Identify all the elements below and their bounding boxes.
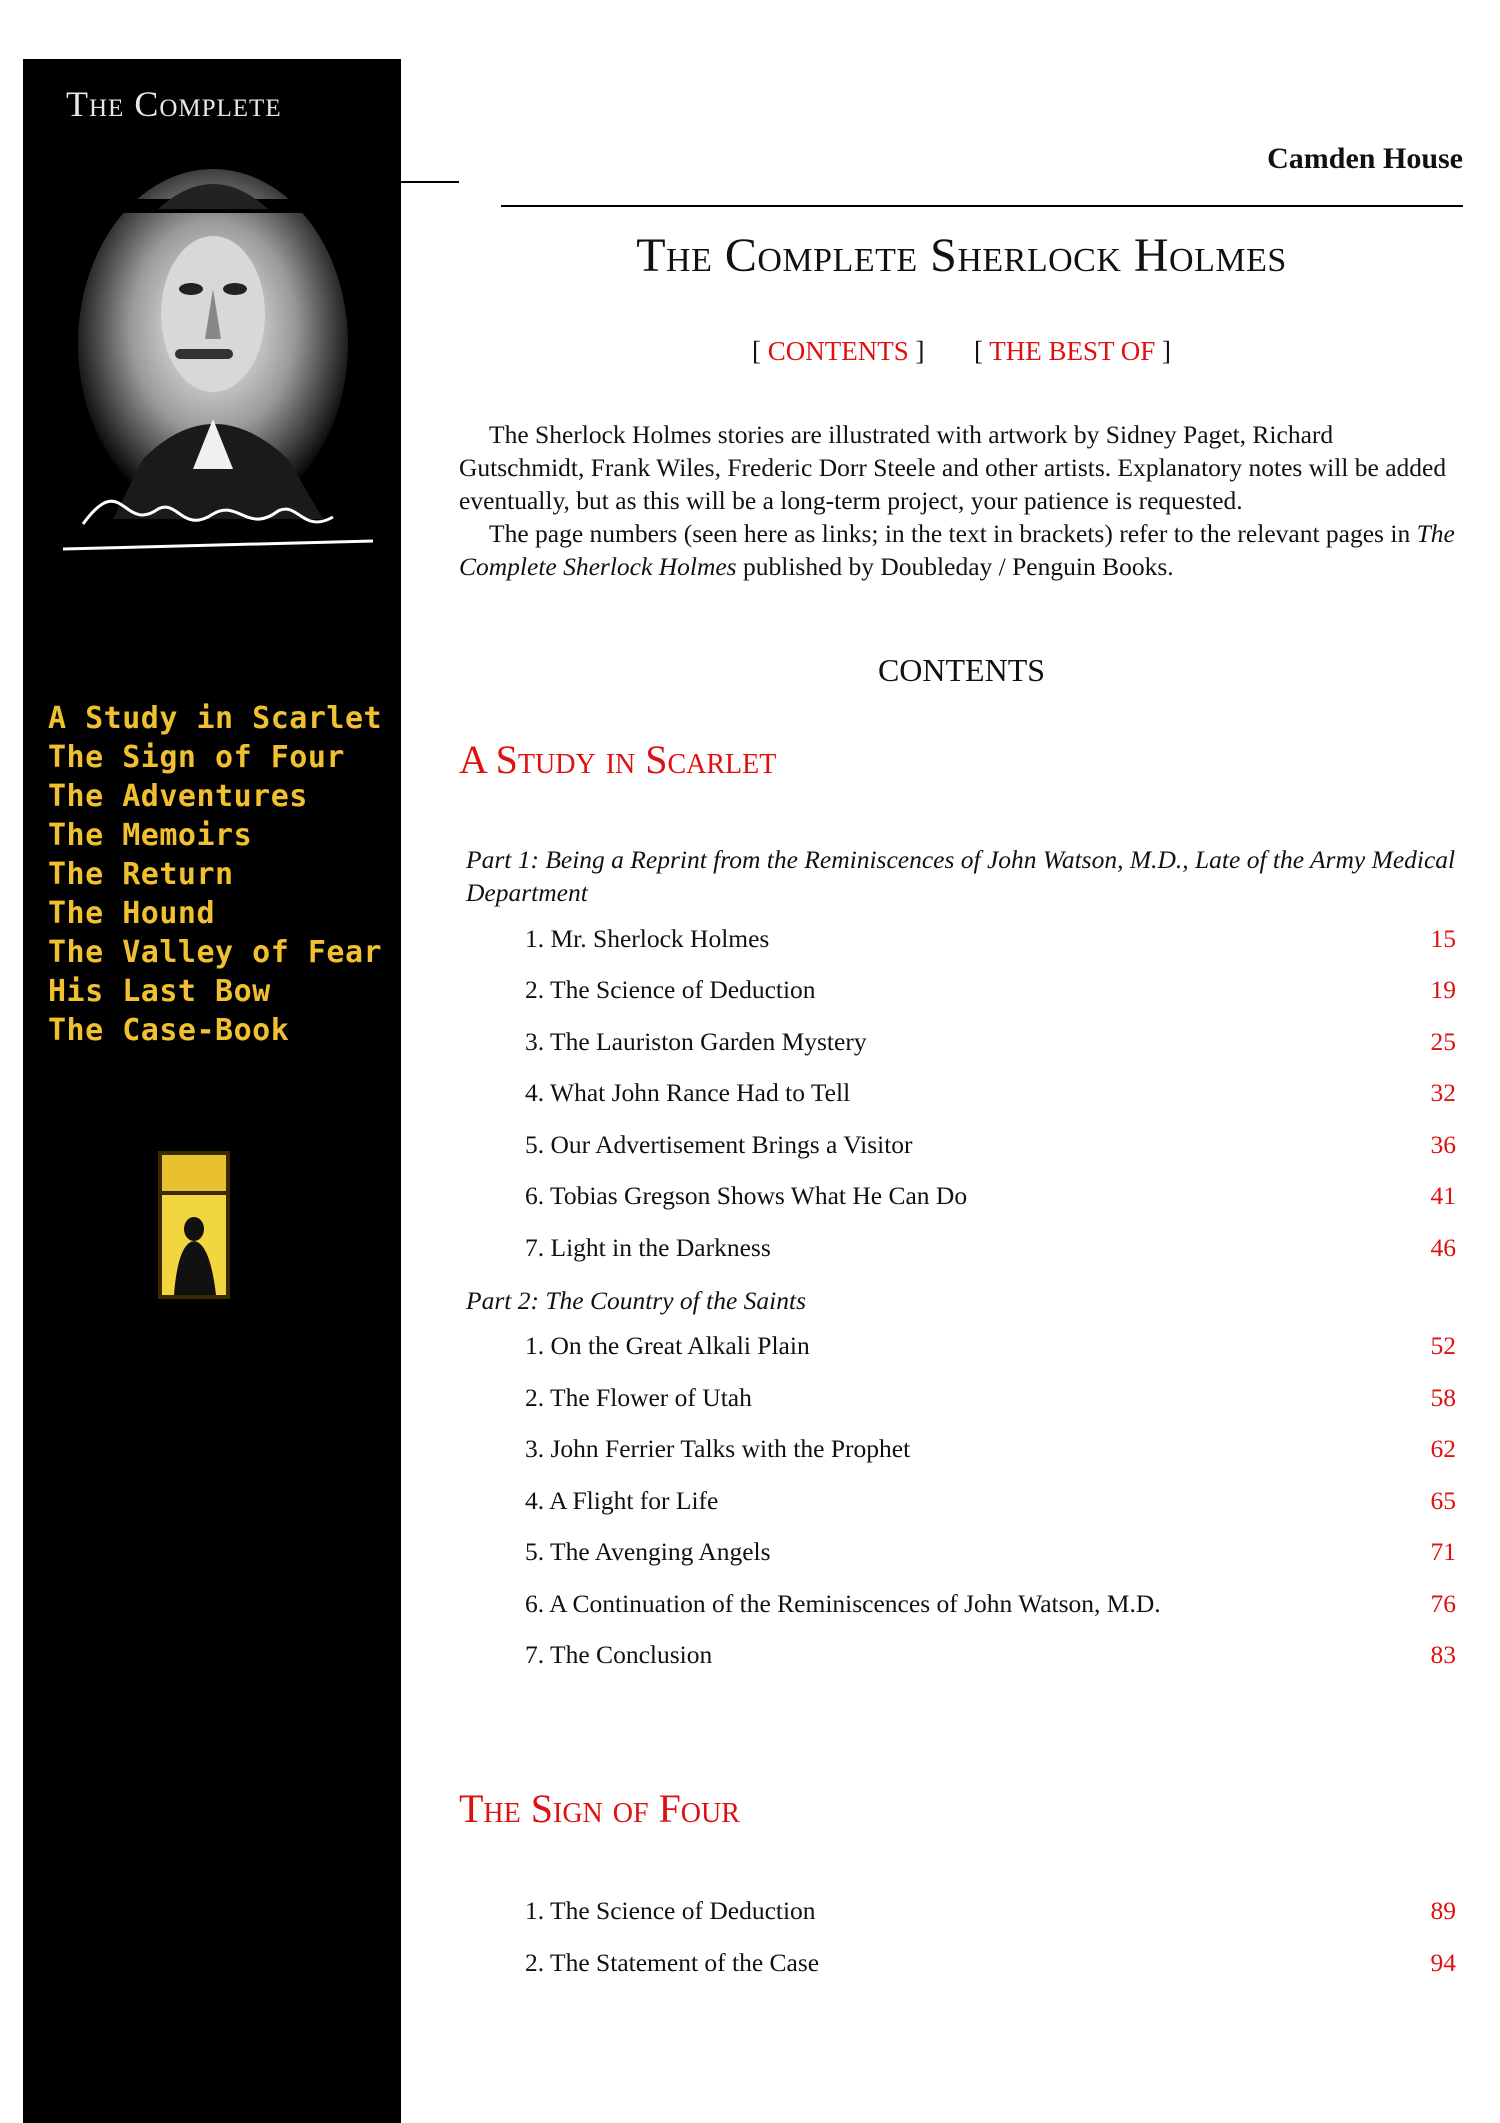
toc-row	[525, 1119, 1456, 1170]
sidebar	[23, 59, 401, 2123]
toc-row	[525, 1423, 1456, 1474]
page-link[interactable]: 52	[1430, 1331, 1456, 1360]
page-link[interactable]: 76	[1430, 1589, 1456, 1618]
intro-paragraph-2: The page numbers (seen here as links; in the text in brackets) refer to the relevant pages in The Complete Sherlock Holmes published by Doubleday / Penguin Books.	[459, 519, 1455, 581]
header-rule	[501, 205, 1463, 207]
chapter-title: 1. Mr. Sherlock Holmes	[525, 924, 770, 953]
part-label: Part 2: The Country of the Saints	[466, 1286, 806, 1315]
contents-link[interactable]: CONTENTS	[767, 336, 909, 366]
toc-row	[525, 1170, 1456, 1221]
lit-window-silhouette-image	[158, 1151, 230, 1299]
chapter-title: 6. Tobias Gregson Shows What He Can Do	[525, 1181, 968, 1210]
chapter-title: 7. Light in the Darkness	[525, 1233, 771, 1262]
sidebar-title: The Complete	[66, 84, 282, 124]
chapter-title: 2. The Flower of Utah	[525, 1383, 752, 1412]
page-link[interactable]: 19	[1430, 975, 1456, 1004]
page-link[interactable]: 62	[1430, 1434, 1456, 1463]
book-nav	[48, 699, 382, 1050]
toc-row	[525, 1629, 1456, 1680]
page-link[interactable]: 41	[1430, 1181, 1456, 1210]
part-label: Part 1: Being a Reprint from the Reminiscences of John Watson, M.D., Late of the Army Medical Department	[466, 845, 1456, 907]
page-link[interactable]: 71	[1430, 1537, 1456, 1566]
page-link[interactable]: 15	[1430, 924, 1456, 953]
chapter-title: 1. The Science of Deduction	[525, 1896, 816, 1925]
chapter-title: 3. The Lauriston Garden Mystery	[525, 1027, 867, 1056]
nav-the-return[interactable]: The Return	[48, 857, 234, 892]
chapter-title: 2. The Statement of the Case	[525, 1948, 820, 1977]
chapter-title: 2. The Science of Deduction	[525, 975, 816, 1004]
intro-paragraph-1: The Sherlock Holmes stories are illustrated with artwork by Sidney Paget, Richard Gutschmidt, Frank Wiles, Frederic Dorr Steele and other artists. Explanatory notes will be added eventually, but as this will be a long-term project, your patience is requested.	[459, 420, 1447, 515]
page-link[interactable]: 36	[1430, 1130, 1456, 1159]
page-link[interactable]: 32	[1430, 1078, 1456, 1107]
nav-the-adventures[interactable]: The Adventures	[48, 779, 308, 814]
holmes-portrait-image	[63, 139, 383, 559]
toc-row	[525, 1320, 1456, 1371]
book-heading-a-study-in-scarlet: A Study in Scarlet	[459, 737, 777, 782]
toc-row	[525, 1937, 1456, 1988]
toc-row	[525, 1526, 1456, 1577]
nav-his-last-bow[interactable]: His Last Bow	[48, 974, 271, 1009]
top-links: [ CONTENTS ] [ THE BEST OF ]	[751, 336, 1172, 366]
chapter-title: 6. A Continuation of the Reminiscences of John Watson, M.D.	[525, 1589, 1161, 1618]
toc-row	[525, 1016, 1456, 1067]
chapter-title: 5. Our Advertisement Brings a Visitor	[525, 1130, 913, 1159]
nav-the-hound[interactable]: The Hound	[48, 896, 216, 931]
page-link[interactable]: 94	[1430, 1948, 1456, 1977]
best-of-link[interactable]: THE BEST OF	[989, 336, 1156, 366]
page-link[interactable]: 46	[1430, 1233, 1456, 1262]
page-link[interactable]: 65	[1430, 1486, 1456, 1515]
toc-row	[525, 964, 1456, 1015]
toc-row	[525, 1222, 1456, 1273]
nav-the-sign-of-four[interactable]: The Sign of Four	[48, 740, 345, 775]
chapter-title: 3. John Ferrier Talks with the Prophet	[525, 1434, 911, 1463]
nav-the-case-book[interactable]: The Case-Book	[48, 1013, 290, 1048]
nav-the-memoirs[interactable]: The Memoirs	[48, 818, 253, 853]
toc-row	[525, 1372, 1456, 1423]
page-link[interactable]: 83	[1430, 1640, 1456, 1669]
toc-row	[525, 1067, 1456, 1118]
chapter-title: 4. A Flight for Life	[525, 1486, 719, 1515]
chapter-title: 4. What John Rance Had to Tell	[525, 1078, 851, 1107]
chapter-title: 5. The Avenging Angels	[525, 1537, 771, 1566]
page-link[interactable]: 89	[1430, 1896, 1456, 1925]
chapter-title: 1. On the Great Alkali Plain	[525, 1331, 810, 1360]
page-link[interactable]: 25	[1430, 1027, 1456, 1056]
book-heading-the-sign-of-four: The Sign of Four	[459, 1786, 740, 1831]
page-link[interactable]: 58	[1430, 1383, 1456, 1412]
publisher-name: Camden House	[1267, 142, 1463, 175]
toc-row	[525, 1578, 1456, 1629]
chapter-title: 7. The Conclusion	[525, 1640, 713, 1669]
contents-heading: CONTENTS	[877, 652, 1046, 688]
toc-row	[525, 1885, 1456, 1936]
nav-the-valley-of-fear[interactable]: The Valley of Fear	[48, 935, 383, 970]
book-title-italic: The Complete Sherlock Holmes	[459, 519, 1455, 581]
nav-a-study-in-scarlet[interactable]: A Study in Scarlet	[48, 701, 383, 736]
page-title: The Complete Sherlock Holmes	[636, 229, 1287, 282]
toc-row	[525, 1475, 1456, 1526]
header-rule-left	[401, 181, 459, 183]
intro-text	[459, 418, 1464, 583]
toc-row	[525, 913, 1456, 964]
